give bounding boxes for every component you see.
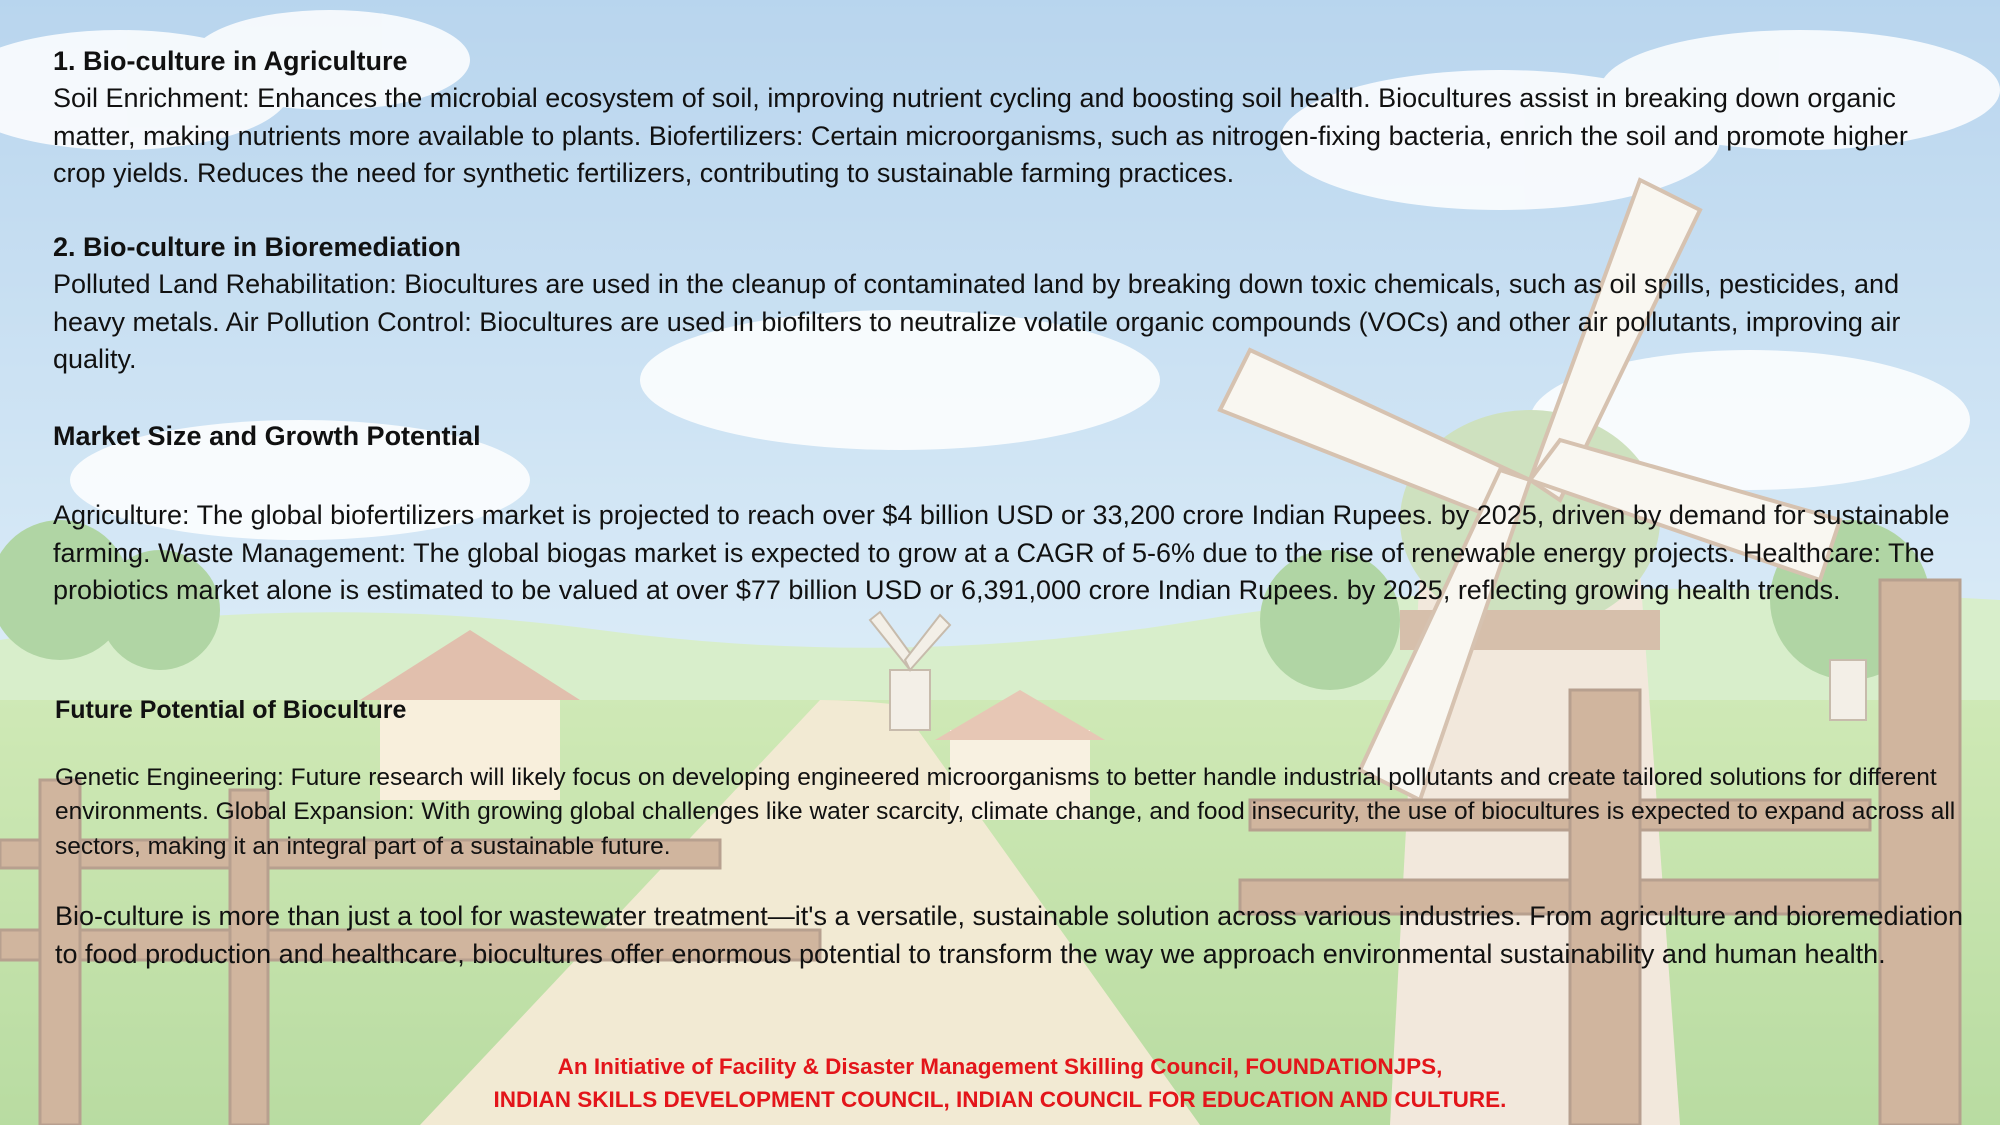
agriculture-heading: 1. Bio-culture in Agriculture <box>53 46 408 76</box>
market-body: Agriculture: The global biofertilizers market is projected to reach over $4 billion USD or 33,200 crore Indian Rupees. by 2025, driven by demand for sustainable farming. Waste Management: The global biogas market is expected to grow at a CAGR of 5-6% due to the rise of renewable energy projects. Healthcare: The probiotics market alone is estimated to be valued at over $77 billion USD or 6,391,000 crore Indian Rupees. by 2025, reflecting growing health trends. <box>53 500 1950 605</box>
footer-initiative <box>0 1050 2000 1116</box>
future-heading: Future Potential of Bioculture <box>55 696 407 724</box>
market-heading: Market Size and Growth Potential <box>53 421 481 451</box>
section-bioremediation <box>53 228 1963 379</box>
footer-line-2: INDIAN SKILLS DEVELOPMENT COUNCIL, INDIAN COUNCIL FOR EDUCATION AND CULTURE. <box>493 1087 1507 1112</box>
bioremediation-heading: 2. Bio-culture in Bioremediation <box>53 232 462 262</box>
future-body: Genetic Engineering: Future research will likely focus on developing engineered microorganisms to better handle industrial pollutants and create tailored solutions for different environments. Global Expansion: With growing global challenges like water scarcity, climate change, and food insecurity, the use of biocultures is expected to expand across all sectors, making it an integral part of a sustainable future. <box>55 763 1956 860</box>
agriculture-body: Soil Enrichment: Enhances the microbial ecosystem of soil, improving nutrient cycling and boosting soil health. Biocultures assist in breaking down organic matter, making nutrients more available to plants. Biofertilizers: Certain microorganisms, such as nitrogen-fixing bacteria, enrich the soil and promote higher crop yields. Reduces the need for synthetic fertilizers, contributing to sustainable farming practices. <box>53 83 1908 188</box>
bioremediation-body: Polluted Land Rehabilitation: Biocultures are used in the cleanup of contaminated land by breaking down toxic chemicals, such as oil spills, pesticides, and heavy metals. Air Pollution Control: Biocultures are used in biofilters to neutralize volatile organic compounds (VOCs) and other air pollutants, improving air quality. <box>53 269 1901 374</box>
section-agriculture <box>53 42 1963 193</box>
closing-paragraph: Bio-culture is more than just a tool for wastewater treatment—it's a versatile, sustainable solution across various industries. From agriculture and bioremediation to food production and healthcare, biocultures offer enormous potential to transform the way we approach environmental sustainability and human health. <box>55 901 1964 969</box>
footer-line-1: An Initiative of Facility & Disaster Management Skilling Council, FOUNDATIONJPS, <box>557 1054 1443 1079</box>
